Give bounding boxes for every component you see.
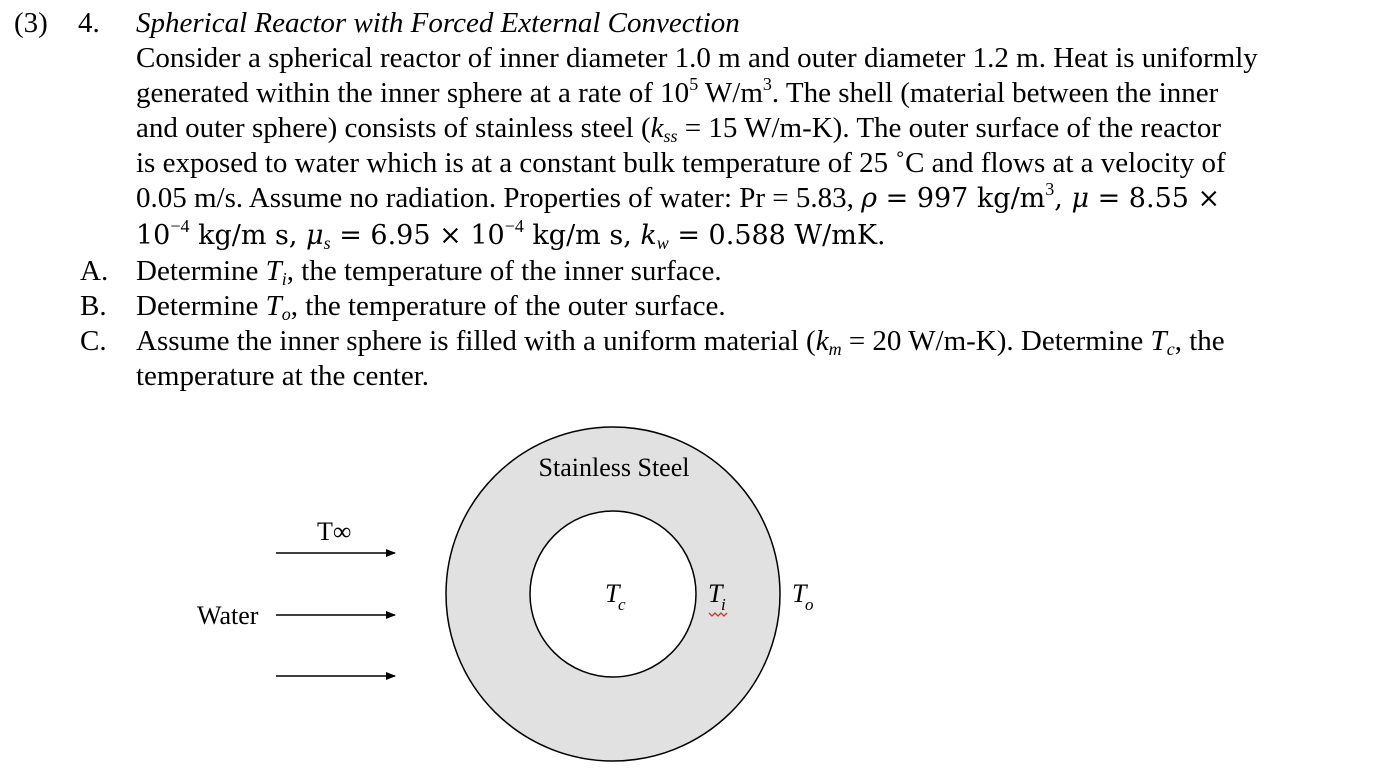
text-segment: kg/m s, (189, 220, 307, 251)
text-segment: , the temperature of the outer surface. (290, 290, 726, 322)
symbol-mu: μ (1071, 183, 1090, 214)
part-a-letter: A. (80, 255, 109, 287)
subscript: ss (663, 126, 678, 146)
part-c-letter: C. (80, 325, 107, 357)
text-segment: , the (1174, 325, 1225, 357)
text-segment: = 997 kg/m (877, 183, 1046, 214)
problem-points: (3) (14, 7, 48, 39)
text-segment: 0.05 m/s. Assume no radiation. Properties of water: Pr = 5.83, (136, 182, 862, 214)
text-segment: = 8.55 × (1089, 183, 1221, 214)
text-segment: = 15 W/m-K). The outer surface of the reactor (677, 112, 1222, 144)
text-segment: Determine (136, 290, 266, 322)
text-segment: kg/m s, (523, 220, 641, 251)
t-outer-label (792, 579, 814, 614)
t-outer-subscript: o (805, 595, 814, 614)
paragraph-line-4: is exposed to water which is at a constant bulk temperature of 25 ˚C and flows at a velocity of (136, 147, 1226, 179)
water-label: Water (197, 601, 259, 630)
symbol-rho: ρ (861, 183, 878, 214)
subscript: s (323, 233, 331, 253)
symbol-t: T (265, 290, 282, 322)
text-segment: Assume the inner sphere is filled with a uniform material ( (136, 325, 816, 357)
subscript: w (656, 233, 669, 253)
superscript: −4 (504, 216, 524, 236)
text-segment: generated within the inner sphere at a rate of 10 (136, 77, 690, 109)
problem-number: 4. (78, 7, 100, 39)
paragraph-line-1: Consider a spherical reactor of inner diameter 1.0 m and outer diameter 1.2 m. Heat is uniformly (136, 42, 1258, 74)
superscript: 3 (762, 74, 772, 94)
subscript: m (828, 339, 842, 359)
t-infinity-label: T∞ (317, 517, 352, 546)
t-center-symbol: T (605, 579, 620, 608)
t-inner-symbol: T (708, 579, 723, 608)
t-outer-symbol: T (792, 579, 807, 608)
problem-title: Spherical Reactor with Forced External Convection (136, 7, 740, 39)
text-segment: 10 (136, 220, 171, 251)
symbol-t: T (265, 255, 282, 287)
text-segment: = 6.95 × 10 (330, 220, 505, 251)
subscript: o (281, 304, 291, 324)
superscript: 3 (1045, 179, 1055, 199)
text-segment: Determine (136, 255, 266, 287)
part-b-letter: B. (80, 290, 107, 322)
text-segment: W/m (698, 77, 763, 109)
shell-label: Stainless Steel (538, 453, 690, 482)
text-segment: = 20 W/m-K). Determine (841, 325, 1151, 357)
superscript: 5 (689, 74, 699, 94)
part-c-text-line-2: temperature at the center. (136, 360, 430, 392)
symbol-t: T (1150, 325, 1167, 357)
subscript: c (1166, 339, 1175, 359)
text-segment: and outer sphere) consists of stainless steel ( (136, 112, 651, 144)
superscript: −4 (170, 216, 190, 236)
subscript: i (281, 269, 287, 289)
symbol-mu: μ (306, 220, 324, 251)
text-segment: = 0.588 W/mK. (668, 220, 886, 251)
text-segment: . The shell (material between the inner (771, 77, 1219, 109)
symbol-k: k (650, 112, 664, 144)
text-segment: , (1054, 183, 1072, 214)
text-segment: , the temperature of the inner surface. (286, 255, 722, 287)
symbol-k: k (640, 220, 657, 251)
t-inner-subscript: i (721, 595, 726, 614)
symbol-k: k (815, 325, 829, 357)
t-center-subscript: c (618, 595, 626, 614)
